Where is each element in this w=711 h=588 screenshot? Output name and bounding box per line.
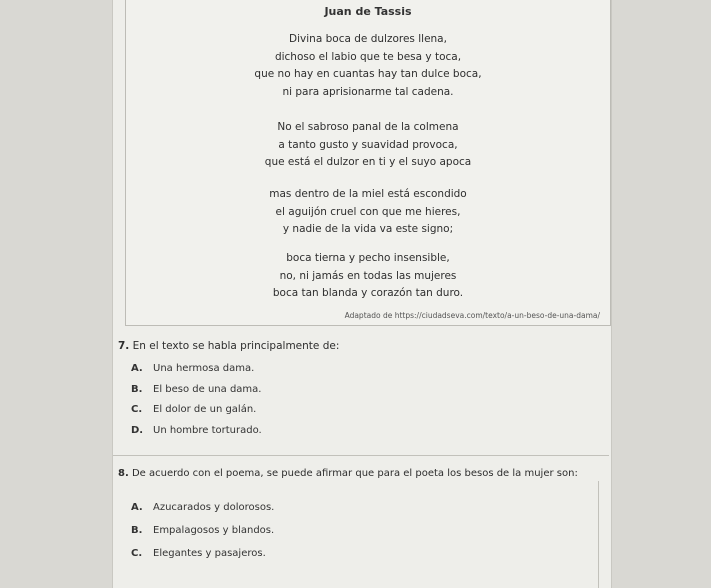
question-number: 7. (118, 340, 130, 352)
option-text: Empalagosos y blandos. (153, 525, 275, 536)
poem-line: no, ni jamás en todas las mujeres (279, 269, 457, 282)
option-letter: A. (131, 363, 143, 374)
option-8c[interactable] (131, 548, 266, 559)
poem-line: ni para aprisionarme tal cadena. (282, 85, 454, 98)
poem-line: boca tierna y pecho insensible, (286, 252, 450, 264)
poem-line: el aguijón cruel con que me hieres, (275, 205, 461, 218)
section-divider (113, 455, 609, 456)
question-8 (118, 468, 578, 479)
option-text: Una hermosa dama. (153, 363, 255, 374)
option-letter: D. (131, 425, 144, 436)
option-7c[interactable] (131, 404, 256, 415)
answer-box-edge (598, 481, 599, 588)
poem-line: que está el dulzor en ti y el suyo apoca (264, 156, 472, 168)
poem-line: Divina boca de dulzores llena, (289, 33, 447, 45)
option-letter: A. (131, 502, 143, 513)
source-citation: Adaptado de https://ciudadseva.com/texto/a-un-beso-de-una-dama/ (344, 311, 600, 320)
option-letter: C. (131, 404, 143, 415)
option-7b[interactable] (131, 384, 261, 395)
poem-author: Juan de Tassis (324, 5, 412, 18)
poem-line: y nadie de la vida va este signo; (282, 223, 454, 235)
poem-line: boca tan blanda y corazón tan duro. (272, 287, 464, 299)
question-text: De acuerdo con el poema, se puede afirmar que para el poeta los besos de la mujer son: (131, 468, 578, 479)
poem-line: dichoso el labio que te besa y toca, (274, 50, 462, 63)
stanza-3 (126, 186, 610, 239)
question-text: En el texto se habla principalmente de: (132, 340, 340, 352)
option-text: Un hombre torturado. (153, 425, 262, 436)
option-letter: C. (131, 548, 143, 559)
option-8b[interactable] (131, 525, 274, 536)
option-7a[interactable] (131, 363, 254, 374)
option-text: Elegantes y pasajeros. (153, 548, 266, 559)
option-letter: B. (131, 384, 143, 395)
option-text: El beso de una dama. (153, 384, 262, 395)
stanza-2 (126, 119, 610, 172)
option-letter: B. (131, 525, 143, 536)
poem-line: mas dentro de la miel está escondido (269, 188, 467, 200)
option-text: Azucarados y dolorosos. (153, 502, 275, 513)
poem-box (125, 0, 611, 326)
poem-line: a tanto gusto y suavidad provoca, (278, 138, 458, 151)
stanza-4 (126, 250, 610, 303)
poem-line: No el sabroso panal de la colmena (277, 121, 459, 133)
option-text: El dolor de un galán. (153, 404, 257, 415)
option-7d[interactable] (131, 425, 262, 436)
option-8a[interactable] (131, 502, 274, 513)
question-number: 8. (118, 468, 129, 479)
poem-line: que no hay en cuantas hay tan dulce boca, (254, 68, 482, 80)
stanza-1 (126, 31, 610, 101)
question-7 (118, 340, 339, 352)
